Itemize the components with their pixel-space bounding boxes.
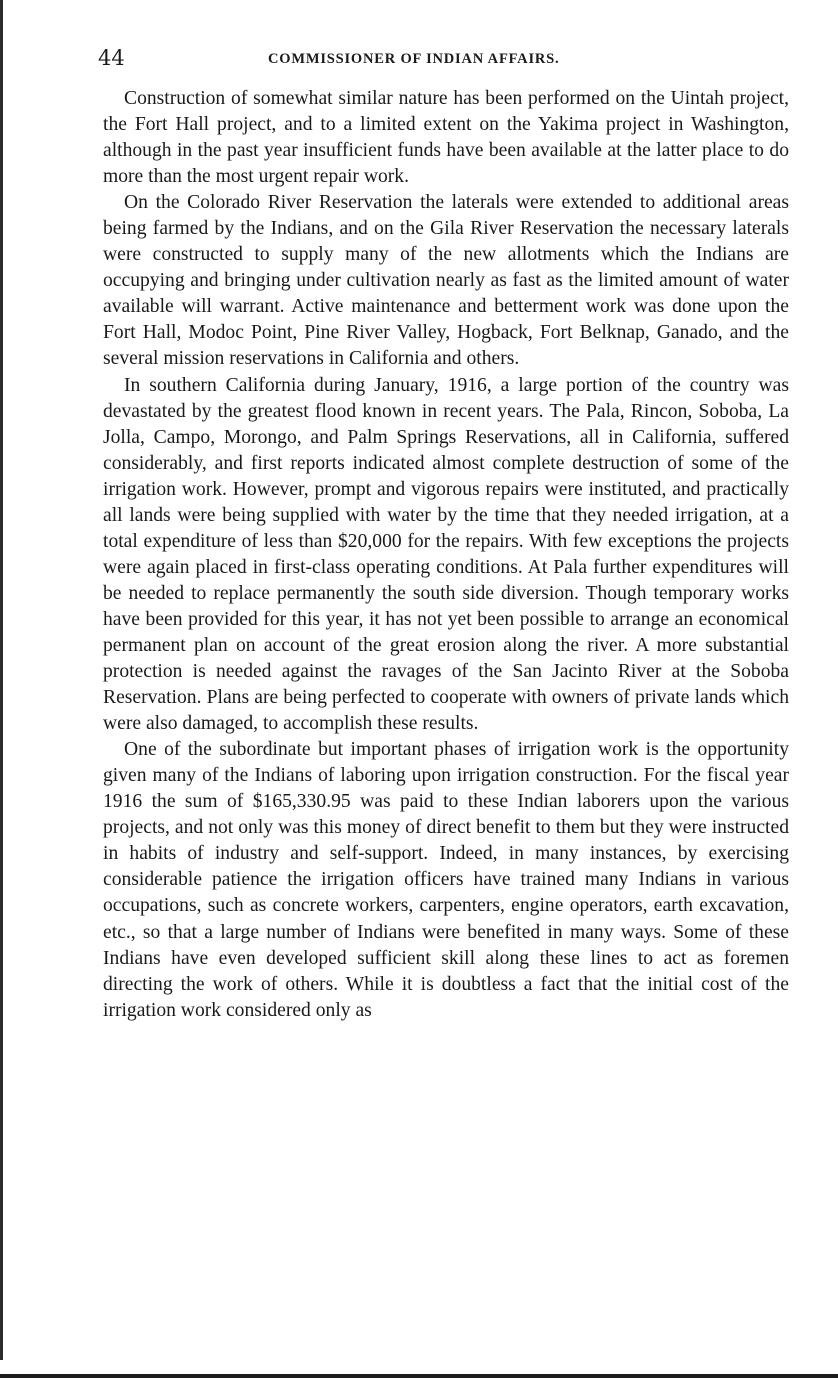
paragraph-california-flood: In southern California during January, 1916, a large portion of the country was devastated by the greatest flood known in recent years. The Pala, Rincon, Soboba, La Jolla, Campo, Morongo, and Palm Springs Reservations, all in California, suffered considerably, and first reports indicated almost complete destruction of some of the irrigation work. However, prompt and vigorous repairs were instituted, and practically all lands were being supplied with water by the time that they needed irrigation, at a total expenditure of less than $20,000 for the repairs. With few exceptions the projects were again placed in first-class operating conditions. At Pala further expenditures will be needed to replace permanently the south side diversion. Though temporary works have been provided for this year, it has not yet been possible to arrange an economical permanent plan on account of the great erosion along the river. A more substantial protection is needed against the ravages of the San Jacinto River at the Soboba Reservation. Plans are being perfected to cooperate with owners of private lands which were also damaged, to accomplish these results. [103, 374, 789, 735]
paragraph-uintah-project: Construction of somewhat similar nature has been performed on the Uintah project, the Fort Hall project, and to a limited extent on the Yakima project in Washington, although in the past year insufficient funds have been available at the latter place to do more than the most urgent repair work. [103, 88, 789, 188]
page-edge-rule [0, 0, 3, 1360]
page-number: 44 [98, 46, 125, 70]
paragraph-indian-laborers: One of the subordinate but important phases of irrigation work is the opportunity given many of the Indians of laboring upon irrigation construction. For the fiscal year 1916 the sum of $165,330.95 was paid to these Indian laborers upon the various projects, and not only was this money of direct benefit to them but they were instructed in habits of industry and self-support. Indeed, in many instances, by exercising considerable patience the irrigation officers have trained many Indians in various occupations, such as concrete workers, carpenters, engine operators, earth excavation, etc., so that a large number of Indians were benefited in many ways. Some of these Indians have even developed sufficient skill along these lines to act as foremen directing the work of others. While it is doubtless a fact that the initial cost of the irrigation work considered only as [103, 739, 789, 1021]
running-header [98, 44, 789, 74]
page-bottom-rule [0, 1374, 838, 1378]
paragraph-colorado-river: On the Colorado River Reservation the laterals were extended to additional areas being farmed by the Indians, and on the Gila River Reservation the necessary laterals were constructed to supply many of the new allotments which the Indians are occupying and bringing under cultivation nearly as fast as the limited amount of water available will warrant. Active maintenance and betterment work was done upon the Fort Hall, Modoc Point, Pine River Valley, Hogback, Fort Belknap, Ganado, and the several mission reservations in California and others. [103, 192, 789, 370]
running-title: COMMISSIONER OF INDIAN AFFAIRS. [268, 51, 560, 67]
page-content [98, 44, 789, 1024]
